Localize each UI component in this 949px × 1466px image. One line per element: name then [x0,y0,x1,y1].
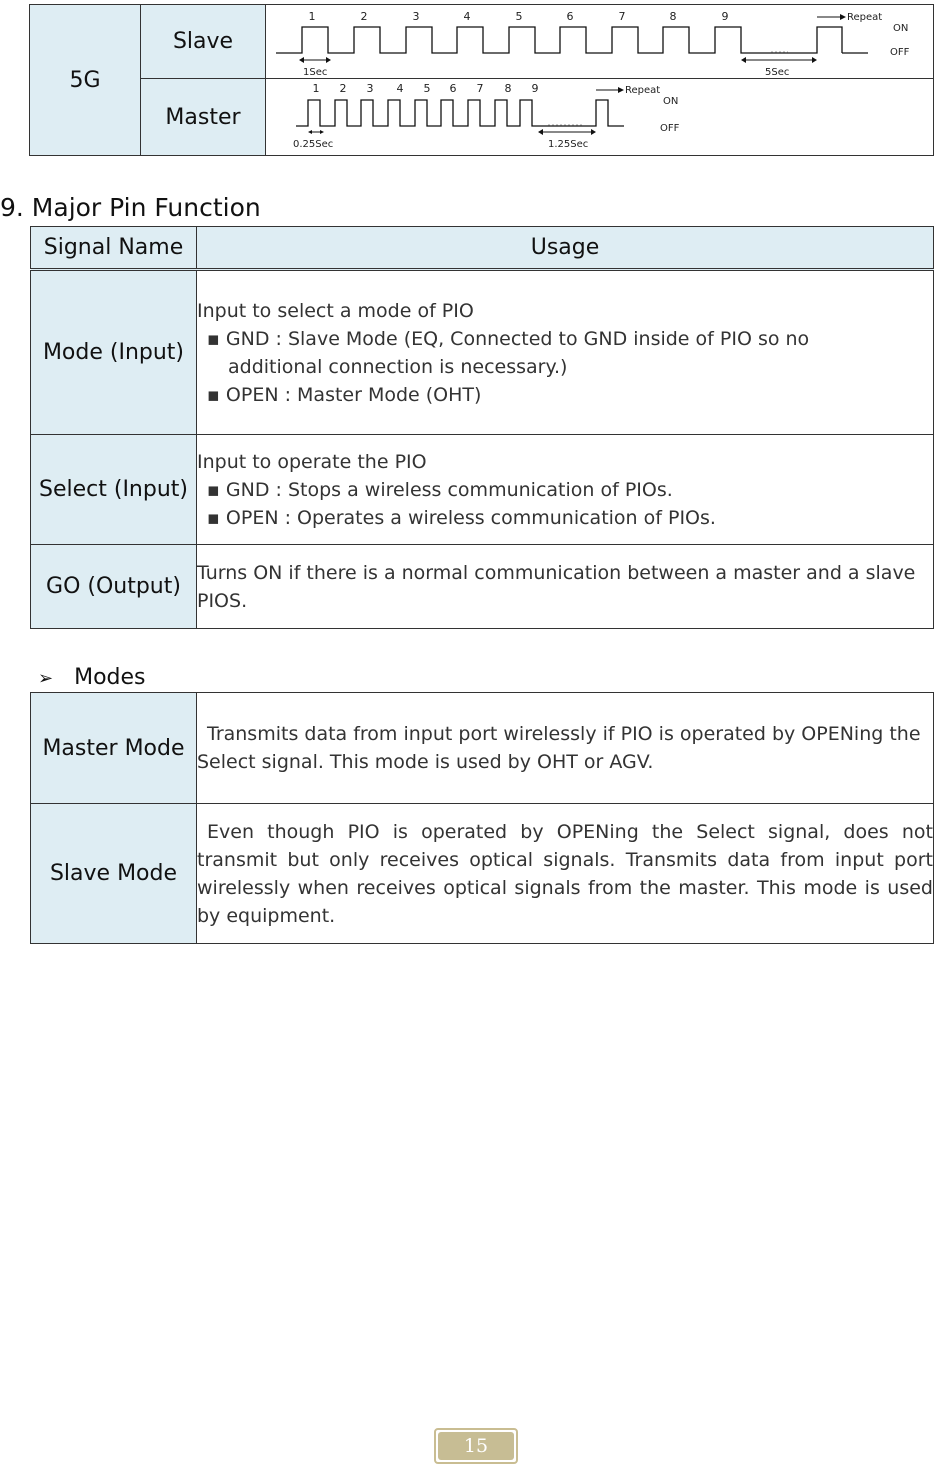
master-pulse-number: 5 [423,81,431,95]
master-waveform [266,80,932,155]
usage-cell [197,545,934,629]
mode-name: Slave Mode [49,861,178,886]
master-pulse-width-label: 0.25Sec [293,138,334,150]
slave-waveform-cell [266,5,934,79]
mode-name-cell [31,804,197,944]
modes-title: Modes [74,665,146,690]
slave-gap-label: 5Sec [765,66,790,78]
slave-pulse-number: 9 [721,9,729,23]
signal-name: Select (Input) [39,477,188,502]
modes-heading [38,665,146,690]
header-signal-label: Signal Name [43,235,184,260]
master-pulse-number: 1 [312,81,320,95]
mode-description-cell [197,804,934,944]
slave-pulse-number: 8 [669,9,677,23]
usage-cell [197,435,934,545]
band-cell [30,5,141,156]
usage-text: Turns ON if there is a normal communication between a master and a slave PIOS. [197,561,916,612]
signal-name: Mode (Input) [42,340,185,365]
slave-pulse-number: 3 [412,9,420,23]
signal-name-cell [31,435,197,545]
master-pulse-number: 8 [504,81,512,95]
page-number: 15 [438,1432,514,1460]
master-off-label: OFF [660,122,680,134]
usage-intro: Input to operate the PIO [197,450,427,473]
signal-name: GO (Output) [46,574,181,599]
master-pulse-number: 3 [366,81,374,95]
master-signal-trace [296,100,624,126]
mode-description: Transmits data from input port wirelessly if PIO is operated by OPENing the Select signal. This mode is used by OHT or AGV. [197,723,921,773]
header-signal-name [31,227,197,270]
usage-bullet: ▪ GND : Stops a wireless communication of PIOs. [207,478,673,501]
slave-signal-trace [276,27,842,53]
pin-function-table [30,226,934,629]
usage-bullet: ▪ OPEN : Master Mode (OHT) [207,383,482,406]
master-waveform-cell [266,79,934,156]
mode-description-cell [197,693,934,804]
master-repeat-label: Repeat [625,84,661,96]
table-row [31,545,934,629]
master-on-label: ON [663,95,679,107]
modes-table [30,692,934,944]
table-row [31,693,934,804]
timing-table [29,4,934,156]
mode-description: Even though PIO is operated by OPENing the Select signal, does not transmit but only receives optical signals. Transmits data from input port wirelessly when receives optical signals from the master. This mode is used by equipment. [197,820,933,927]
slave-pulse-number: 2 [360,9,368,23]
slave-repeat-label: Repeat [847,11,883,23]
slave-label: Slave [172,29,234,54]
signal-name-cell [31,270,197,435]
master-pulse-number: 7 [476,81,484,95]
master-label-cell [141,79,266,156]
slave-pulse-number: 7 [618,9,626,23]
table-row [31,435,934,545]
band-label: 5G [69,67,101,93]
usage-bullet: ▪ OPEN : Operates a wireless communication of PIOs. [207,506,716,529]
master-pulse-number: 4 [396,81,404,95]
signal-name-cell [31,545,197,629]
slave-repeat-arrowhead [840,14,846,20]
mode-name-cell [31,693,197,804]
slave-label-cell [141,5,266,79]
page-number-badge [434,1428,518,1464]
usage-cell [197,270,934,435]
header-usage [197,227,934,270]
master-pulse-number: 6 [449,81,457,95]
slave-off-label: OFF [890,46,910,58]
slave-pulse-number: 5 [515,9,523,23]
usage-bullet-continued: additional connection is necessary.) [228,355,568,378]
section-title: 9. Major Pin Function [0,193,261,222]
usage-intro: Input to select a mode of PIO [197,299,474,322]
master-pulse-number: 2 [339,81,347,95]
table-row [31,804,934,944]
slave-pulse-number: 4 [463,9,471,23]
slave-pulse-number: 1 [308,9,316,23]
slave-on-label: ON [893,22,909,34]
header-usage-label: Usage [530,235,600,260]
slave-pulse-number: 6 [566,9,574,23]
master-pulse-number: 9 [531,81,539,95]
slave-waveform [266,6,932,78]
master-gap-label: 1.25Sec [548,138,589,150]
arrow-bullet-icon: ➢ [38,668,54,689]
slave-pulse-width-label: 1Sec [303,66,328,78]
table-row [31,270,934,435]
master-repeat-arrowhead [618,87,624,93]
usage-bullet: ▪ GND : Slave Mode (EQ, Connected to GND inside of PIO so no [207,327,810,350]
master-label: Master [165,104,241,130]
mode-name: Master Mode [42,735,185,761]
